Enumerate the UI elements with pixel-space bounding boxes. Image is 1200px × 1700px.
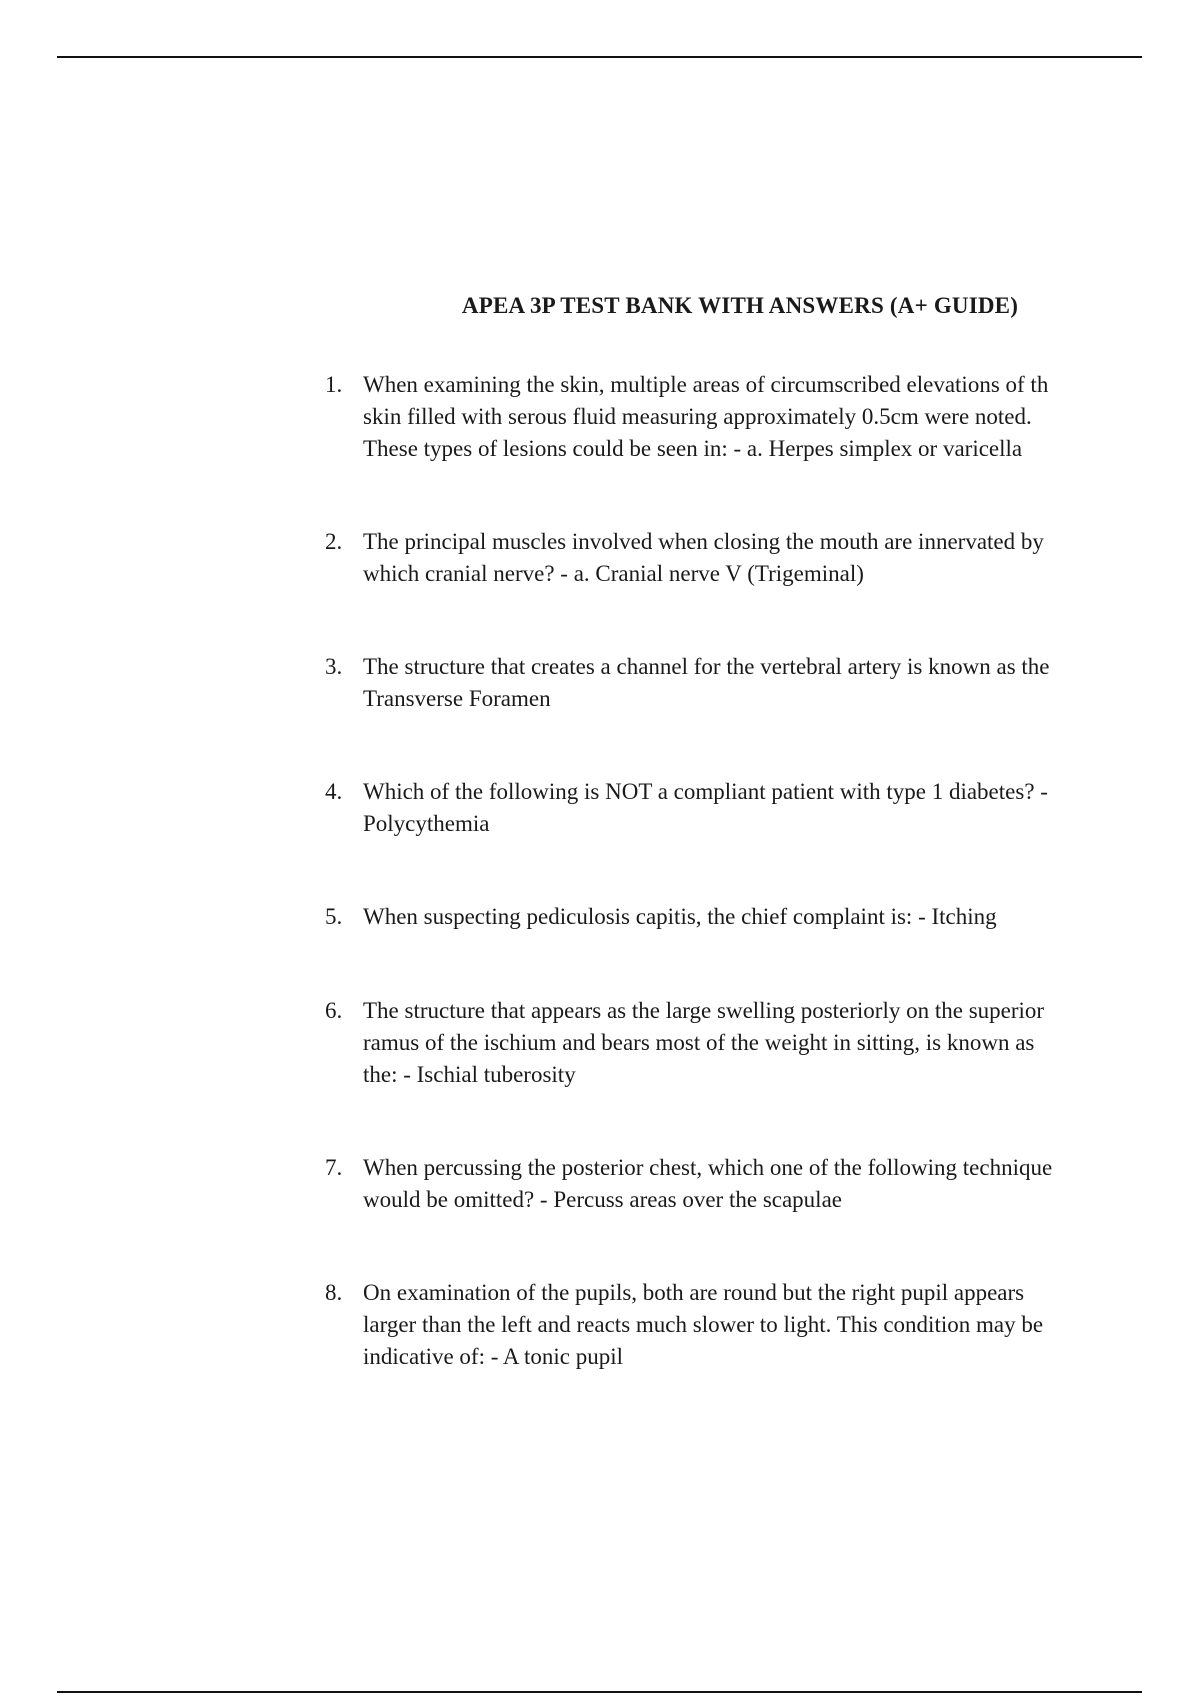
question-number: 2. xyxy=(325,529,343,554)
question-item xyxy=(325,901,1200,933)
question-text: When examining the skin, multiple areas of circumscribed elevations of th skin filled with serous fluid measuring approximately 0.5cm were noted. These types of lesions could be seen in: - a. Herpes simplex or varicella xyxy=(363,372,1049,461)
question-item xyxy=(325,369,1200,465)
question-item xyxy=(325,651,1200,715)
question-item xyxy=(325,1277,1200,1373)
footer-rule xyxy=(57,1691,1142,1693)
question-text: When percussing the posterior chest, which one of the following technique would be omitted? - Percuss areas over the scapulae xyxy=(363,1155,1053,1212)
question-text: The principal muscles involved when closing the mouth are innervated by which cranial nerve? - a. Cranial nerve V (Trigeminal) xyxy=(363,529,1044,586)
question-number: 1. xyxy=(325,372,343,397)
question-item xyxy=(325,1152,1200,1216)
question-text: On examination of the pupils, both are round but the right pupil appears larger than the left and reacts much slower to light. This condition may be indicative of: - A tonic pupil xyxy=(363,1280,1044,1369)
question-text: The structure that creates a channel for the vertebral artery is known as the Transverse Foramen xyxy=(363,654,1050,711)
question-number: 7. xyxy=(325,1155,343,1180)
question-number: 8. xyxy=(325,1280,343,1305)
question-number: 4. xyxy=(325,779,343,804)
question-number: 5. xyxy=(325,904,343,929)
question-text: Which of the following is NOT a compliant patient with type 1 diabetes? - Polycythemia xyxy=(363,779,1048,836)
question-item xyxy=(325,776,1200,840)
question-text: The structure that appears as the large swelling posteriorly on the superior ramus of the ischium and bears most of the weight in sitting, is known as the: - Ischial tuberosity xyxy=(363,998,1045,1087)
document-title: APEA 3P TEST BANK WITH ANSWERS (A+ GUIDE) xyxy=(461,293,1019,319)
question-number: 6. xyxy=(325,998,343,1023)
question-item xyxy=(325,526,1200,590)
question-item xyxy=(325,995,1200,1091)
question-number: 3. xyxy=(325,654,343,679)
question-text: When suspecting pediculosis capitis, the chief complaint is: - Itching xyxy=(363,904,997,929)
